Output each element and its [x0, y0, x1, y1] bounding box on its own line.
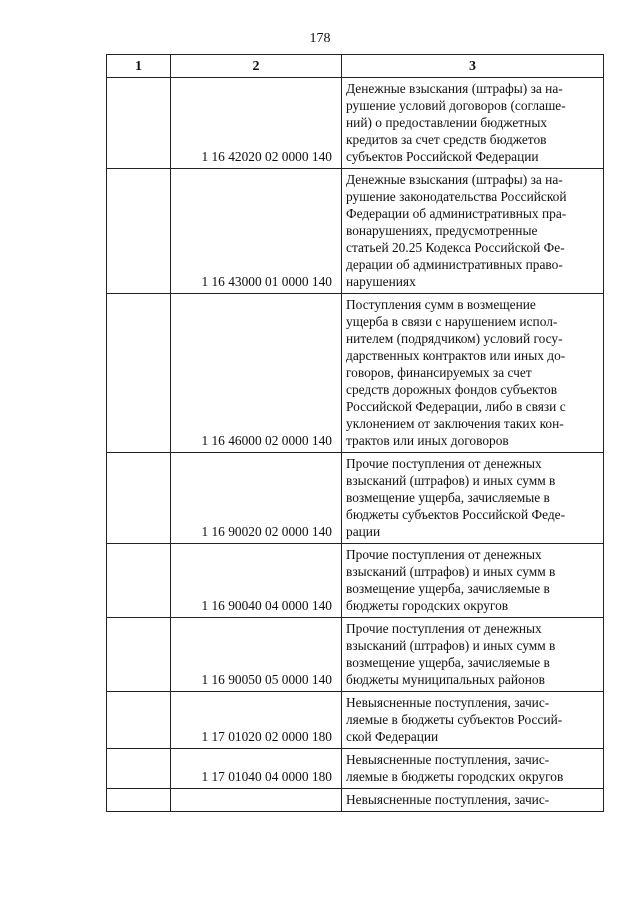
- table-row: [107, 544, 604, 618]
- description-cell: [342, 78, 604, 169]
- table-row: [107, 453, 604, 544]
- description-line: трактов или иных договоров: [346, 433, 509, 448]
- description-line: ущерба в связи с нарушением испол-: [346, 314, 558, 329]
- column-1-cell: [107, 169, 171, 294]
- description-cell: [342, 169, 604, 294]
- description-line: рации: [346, 524, 381, 539]
- description-line: бюджеты городских округов: [346, 598, 509, 613]
- budget-code: 1 16 90020 02 0000 140: [201, 524, 332, 539]
- description-line: нителем (подрядчиком) условий госу-: [346, 331, 563, 346]
- description-line: кредитов за счет средств бюджетов: [346, 132, 547, 147]
- description-cell: [342, 789, 604, 812]
- description-line: средств дорожных фондов субъектов: [346, 382, 558, 397]
- description-line: ний) о предоставлении бюджетных: [346, 115, 548, 130]
- description-line: дерации об административных право-: [346, 257, 563, 272]
- budget-code: 1 16 42020 02 0000 140: [201, 149, 332, 164]
- table-row: [107, 789, 604, 812]
- column-1-cell: [107, 692, 171, 749]
- budget-code-cell: [171, 453, 342, 544]
- description-line: Прочие поступления от денежных: [346, 547, 542, 562]
- budget-code: 1 16 46000 02 0000 140: [201, 433, 332, 448]
- column-header-3: 3: [342, 55, 604, 78]
- description-line: рушение законодательства Российской: [346, 189, 567, 204]
- description-line: вонарушениях, предусмотренные: [346, 223, 538, 238]
- description-line: бюджеты муниципальных районов: [346, 672, 545, 687]
- description-line: бюджеты субъектов Российской Феде-: [346, 507, 566, 522]
- description-line: Прочие поступления от денежных: [346, 621, 542, 636]
- column-1-cell: [107, 453, 171, 544]
- table-row: [107, 78, 604, 169]
- column-1-cell: [107, 78, 171, 169]
- description-line: субъектов Российской Федерации: [346, 149, 539, 164]
- budget-code-cell: [171, 618, 342, 692]
- description-line: Поступления сумм в возмещение: [346, 297, 536, 312]
- description-cell: [342, 294, 604, 453]
- description-line: Невыясненные поступления, зачис-: [346, 752, 550, 767]
- description-cell: [342, 453, 604, 544]
- description-line: взысканий (штрафов) и иных сумм в: [346, 638, 556, 653]
- description-line: ляемые в бюджеты городских округов: [346, 769, 564, 784]
- column-1-cell: [107, 789, 171, 812]
- budget-code: 1 16 90040 04 0000 140: [201, 598, 332, 613]
- budget-code-cell: [171, 544, 342, 618]
- description-line: возмещение ущерба, зачисляемые в: [346, 490, 550, 505]
- budget-code-cell: [171, 749, 342, 789]
- description-line: возмещение ущерба, зачисляемые в: [346, 581, 550, 596]
- description-line: Денежные взыскания (штрафы) за на-: [346, 172, 563, 187]
- description-line: рушение условий договоров (соглаше-: [346, 98, 566, 113]
- description-line: нарушениях: [346, 274, 416, 289]
- description-cell: [342, 544, 604, 618]
- description-line: говоров, финансируемых за счет: [346, 365, 532, 380]
- description-line: уклонением от заключения таких кон-: [346, 416, 564, 431]
- table-row: [107, 169, 604, 294]
- table-body: [107, 78, 604, 812]
- description-line: Невыясненные поступления, зачис-: [346, 792, 550, 807]
- table-row: [107, 692, 604, 749]
- description-line: Российской Федерации, либо в связи с: [346, 399, 566, 414]
- column-1-cell: [107, 294, 171, 453]
- budget-code-cell: [171, 789, 342, 812]
- budget-code: 1 17 01020 02 0000 180: [201, 729, 332, 744]
- column-1-cell: [107, 544, 171, 618]
- column-1-cell: [107, 618, 171, 692]
- column-header-2: 2: [171, 55, 342, 78]
- budget-code: 1 16 43000 01 0000 140: [201, 274, 332, 289]
- description-line: взысканий (штрафов) и иных сумм в: [346, 564, 556, 579]
- budget-code-cell: [171, 169, 342, 294]
- description-line: Прочие поступления от денежных: [346, 456, 542, 471]
- description-line: Федерации об административных пра-: [346, 206, 567, 221]
- table-row: [107, 749, 604, 789]
- budget-code: 1 17 01040 04 0000 180: [201, 769, 332, 784]
- table-header-row: [107, 55, 604, 78]
- budget-classification-table: [106, 54, 604, 812]
- budget-code-cell: [171, 692, 342, 749]
- table-row: [107, 294, 604, 453]
- page-number: 178: [309, 31, 331, 46]
- description-cell: [342, 618, 604, 692]
- description-cell: [342, 749, 604, 789]
- description-line: ской Федерации: [346, 729, 439, 744]
- budget-code-cell: [171, 294, 342, 453]
- description-line: дарственных контрактов или иных до-: [346, 348, 566, 363]
- table-row: [107, 618, 604, 692]
- column-header-1: 1: [107, 55, 171, 78]
- description-line: ляемые в бюджеты субъектов Россий-: [346, 712, 563, 727]
- description-line: взысканий (штрафов) и иных сумм в: [346, 473, 556, 488]
- budget-code: [171, 808, 341, 811]
- budget-code-cell: [171, 78, 342, 169]
- description-line: Денежные взыскания (штрафы) за на-: [346, 81, 563, 96]
- description-cell: [342, 692, 604, 749]
- description-line: статьей 20.25 Кодекса Российской Фе-: [346, 240, 565, 255]
- description-line: возмещение ущерба, зачисляемые в: [346, 655, 550, 670]
- budget-code: 1 16 90050 05 0000 140: [201, 672, 332, 687]
- column-1-cell: [107, 749, 171, 789]
- description-line: Невыясненные поступления, зачис-: [346, 695, 550, 710]
